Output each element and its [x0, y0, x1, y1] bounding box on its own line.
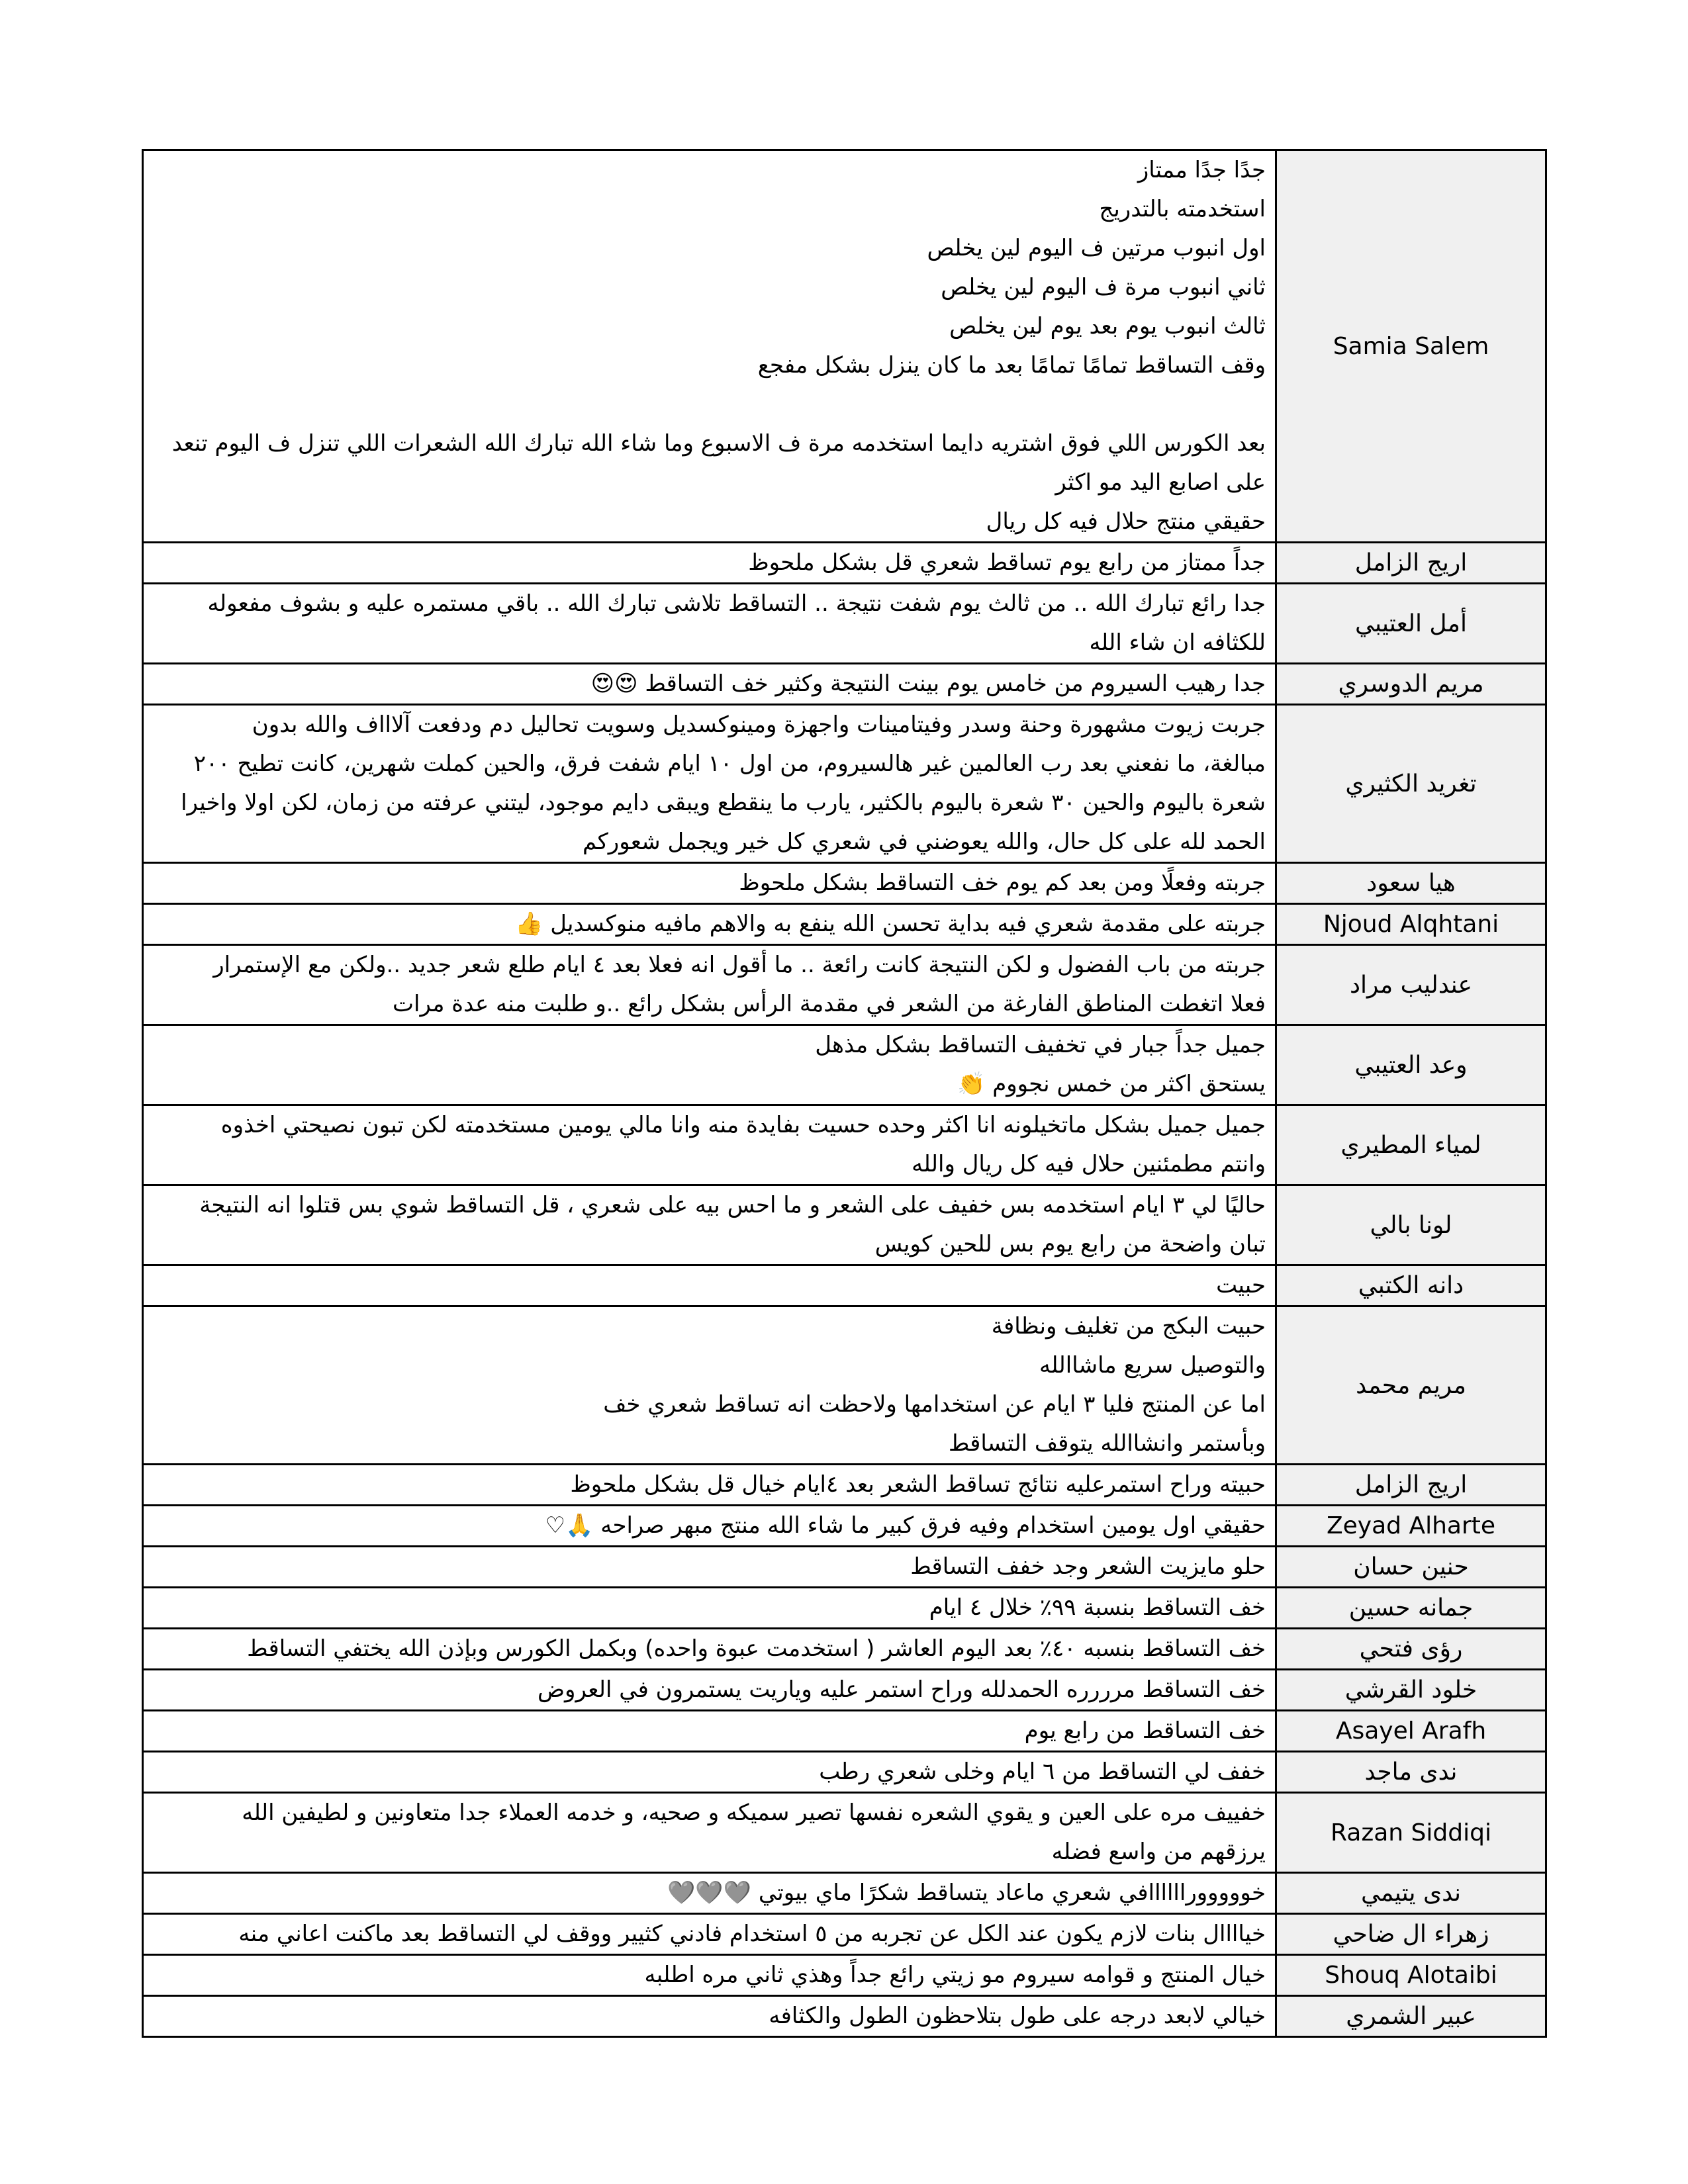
review-text: حبيت البكج من تغليف ونظافة والتوصيل سريع ماشاالله اما عن المنتج فليا ٣ ايام عن استخدامها ولاحظت انه تساقط شعري خف وبأستمر وانشاالله يتوقف التساقط — [143, 1306, 1276, 1465]
review-text: جربته من باب الفضول و لكن النتيجة كانت رائعة .. ما أقول انه فعلا بعد ٤ ايام طلع شعر جديد ..ولكن مع الإستمرار فعلا اتغطت المناطق الفارغة من الشعر في مقدمة الرأس بشكل رائع ..و طلبت منه عدة مرات — [143, 945, 1276, 1025]
reviewer-name: ندى ماجد — [1276, 1752, 1546, 1793]
table-row — [143, 1996, 1546, 2037]
review-text: جدًا جدًا ممتاز استخدمته بالتدريج اول انبوب مرتين ف اليوم لين يخلص ثاني انبوب مرة ف اليوم لين يخلص ثالث انبوب يوم بعد يوم لين يخلص وقف التساقط تمامًا تمامًا بعد ما كان ينزل بشكل مفجع بعد الكورس اللي فوق اشتريه دايما استخدمه مرة ف الاسبوع وما شاء الله تبارك الله الشعرات اللي تنزل ف اليوم تنعد على اصابع اليد مو اكثر حقيقي منتج حلال فيه كل ريال — [143, 150, 1276, 543]
table-row — [143, 1793, 1546, 1873]
table-row — [143, 664, 1546, 705]
review-text: خياااال بنات لازم يكون عند الكل عن تجربه من ٥ استخدام فادني كثيير ووقف لي التساقط بعد ماكنت اعاني منه — [143, 1914, 1276, 1955]
review-text: حلو مايزيت الشعر وجد خفف التساقط — [143, 1547, 1276, 1588]
table-row — [143, 1914, 1546, 1955]
table-row — [143, 1265, 1546, 1306]
reviewer-name: اريج الزامل — [1276, 543, 1546, 584]
table-row — [143, 705, 1546, 863]
reviewer-name: أمل العتيبي — [1276, 584, 1546, 664]
table-row — [143, 150, 1546, 543]
table-row — [143, 1025, 1546, 1105]
review-text: حقيقي اول يومين استخدام وفيه فرق كبير ما شاء الله منتج مبهر صراحه 🙏♡ — [143, 1506, 1276, 1547]
table-row — [143, 1955, 1546, 1996]
review-text: حاليًا لي ٣ ايام استخدمه بس خفيف على الشعر و ما احس بيه على شعري ، قل التساقط شوي بس قتلوا انه النتيجة تبان واضحة من رابع يوم بس للحين كويس — [143, 1185, 1276, 1265]
reviewer-name: هيا سعود — [1276, 863, 1546, 904]
review-text: خوووووراااااافي شعري ماعاد يتساقط شكرًا ماي بيوتي 🩶🩶🩶 — [143, 1873, 1276, 1914]
review-text: جربته وفعلًا ومن بعد كم يوم خف التساقط بشكل ملحوظ — [143, 863, 1276, 904]
review-text: خيال المنتج و قوامه سيروم مو زيتي رائع جداً وهذي ثاني مره اطلبه — [143, 1955, 1276, 1996]
review-text: جربت زيوت مشهورة وحنة وسدر وفيتامينات واجهزة ومينوكسديل وسويت تحاليل دم ودفعت آلاااف والله بدون مبالغة، ما نفعني بعد رب العالمين غير هالسيروم، من اول ١٠ ايام شفت فرق، والحين كملت شهرين، كانت تطيح ٢٠٠ شعرة باليوم والحين ٣٠ شعرة باليوم بالكثير، يارب ما ينقطع ويبقى دايم موجود، ليتني عرفته من زمان، لكن اولا واخيرا الحمد لله على كل حال، والله يعوضني في شعري كل خير ويجمل شعوركم — [143, 705, 1276, 863]
reviewer-name: مريم محمد — [1276, 1306, 1546, 1465]
reviewer-name: زهراء ال ضاحي — [1276, 1914, 1546, 1955]
table-row — [143, 1629, 1546, 1670]
review-text: حبيت — [143, 1265, 1276, 1306]
table-row — [143, 584, 1546, 664]
table-row — [143, 1873, 1546, 1914]
review-text: جميل جداً جبار في تخفيف التساقط بشكل مذهل يستحق اكثر من خمس نجووم 👏 — [143, 1025, 1276, 1105]
review-text: خيالي لابعد درجه على طول بتلاحظون الطول والكثافه — [143, 1996, 1276, 2037]
table-row — [143, 1105, 1546, 1185]
reviewer-name: ندى يتيمي — [1276, 1873, 1546, 1914]
reviewer-name: Razan Siddiqi — [1276, 1793, 1546, 1873]
reviewer-name: Zeyad Alharte — [1276, 1506, 1546, 1547]
reviewer-name: لونا بالي — [1276, 1185, 1546, 1265]
table-row — [143, 1711, 1546, 1752]
review-text: خف التساقط من رابع يوم — [143, 1711, 1276, 1752]
reviews-table-body — [143, 150, 1546, 2037]
review-text: خفف لي التساقط من ٦ ايام وخلى شعري رطب — [143, 1752, 1276, 1793]
table-row — [143, 1185, 1546, 1265]
reviewer-name: حنين حسان — [1276, 1547, 1546, 1588]
reviewer-name: لمياء المطيري — [1276, 1105, 1546, 1185]
reviewer-name: Asayel Arafh — [1276, 1711, 1546, 1752]
review-text: جربته على مقدمة شعري فيه بداية تحسن الله ينفع به والاهم مافيه منوكسديل 👍 — [143, 904, 1276, 945]
reviews-table — [142, 149, 1547, 2038]
reviewer-name: عندليب مراد — [1276, 945, 1546, 1025]
table-row — [143, 1306, 1546, 1465]
review-text: حبيته وراح استمرعليه نتائج تساقط الشعر بعد ٤ايام خيال قل بشكل ملحوظ — [143, 1465, 1276, 1506]
review-text: جداً ممتاز من رابع يوم تساقط شعري قل بشكل ملحوظ — [143, 543, 1276, 584]
reviewer-name: Njoud Alqhtani — [1276, 904, 1546, 945]
table-row — [143, 1506, 1546, 1547]
review-text: خفييف مره على العين و يقوي الشعره نفسها تصير سميكه و صحيه، و خدمه العملاء جدا متعاونين و لطيفين الله يرزقهم من واسع فضله — [143, 1793, 1276, 1873]
reviewer-name: دانه الكتبي — [1276, 1265, 1546, 1306]
table-row — [143, 945, 1546, 1025]
reviewer-name: رؤى فتحي — [1276, 1629, 1546, 1670]
reviewer-name: وعد العتيبي — [1276, 1025, 1546, 1105]
reviewer-name: جمانه حسين — [1276, 1588, 1546, 1629]
reviewer-name: Samia Salem — [1276, 150, 1546, 543]
table-row — [143, 1547, 1546, 1588]
table-row — [143, 1670, 1546, 1711]
reviewer-name: اريج الزامل — [1276, 1465, 1546, 1506]
table-row — [143, 1752, 1546, 1793]
review-text: خف التساقط بنسبه ٤٠٪ بعد اليوم العاشر ( استخدمت عبوة واحده) وبكمل الكورس وبإذن الله يختفي التساقط — [143, 1629, 1276, 1670]
table-row — [143, 1588, 1546, 1629]
review-text: جدا رهيب السيروم من خامس يوم بينت النتيجة وكثير خف التساقط 😍😍 — [143, 664, 1276, 705]
review-text: جميل جميل بشكل ماتخيلونه انا اكثر وحده حسيت بفايدة منه وانا مالي يومين مستخدمته لكن تبون نصيحتي اخذوه وانتم مطمئنين حلال فيه كل ريال والله — [143, 1105, 1276, 1185]
table-row — [143, 1465, 1546, 1506]
table-row — [143, 863, 1546, 904]
review-text: خف التساقط مرررره الحمدلله وراح استمر عليه وياريت يستمرون في العروض — [143, 1670, 1276, 1711]
reviewer-name: Shouq Alotaibi — [1276, 1955, 1546, 1996]
review-text: جدا رائع تبارك الله .. من ثالث يوم شفت نتيجة .. التساقط تلاشى تبارك الله .. باقي مستمره عليه و بشوف مفعوله للكثافه ان شاء الله — [143, 584, 1276, 664]
review-text: خف التساقط بنسبة ٩٩٪ خلال ٤ ايام — [143, 1588, 1276, 1629]
reviewer-name: تغريد الكثيري — [1276, 705, 1546, 863]
reviewer-name: عبير الشمري — [1276, 1996, 1546, 2037]
reviewer-name: خلود القرشي — [1276, 1670, 1546, 1711]
reviewer-name: مريم الدوسري — [1276, 664, 1546, 705]
table-row — [143, 543, 1546, 584]
table-row — [143, 904, 1546, 945]
